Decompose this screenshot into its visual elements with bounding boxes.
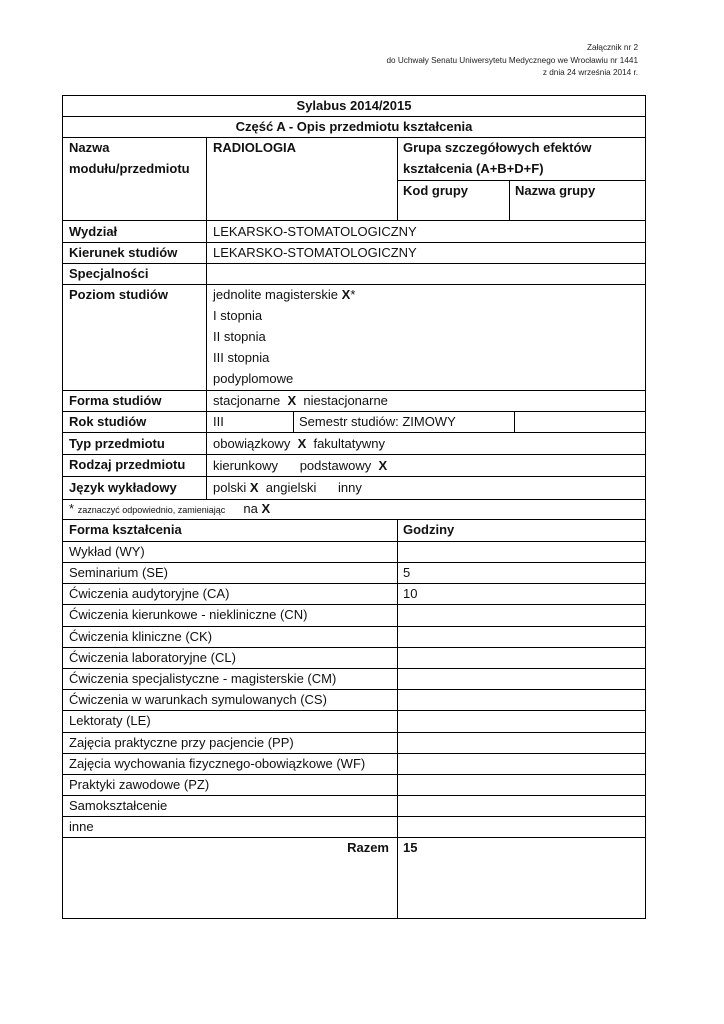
direction-value: LEKARSKO-STOMATOLOGICZNY bbox=[213, 245, 417, 260]
language-options: polski X angielski inny bbox=[213, 480, 362, 495]
table-row-name: inne bbox=[69, 819, 94, 834]
language-label: Język wykładowy bbox=[69, 480, 177, 495]
check-mark: X bbox=[261, 501, 271, 516]
module-label: Nazwa bbox=[69, 140, 110, 155]
level-option-postgraduate: podyplomowe bbox=[213, 371, 294, 386]
table-row-name: Ćwiczenia w warunkach symulowanych (CS) bbox=[69, 692, 327, 707]
form-label: Forma studiów bbox=[69, 393, 162, 408]
direction-label: Kierunek studiów bbox=[69, 245, 178, 260]
faculty-value: LEKARSKO-STOMATOLOGICZNY bbox=[213, 224, 417, 239]
table-row-name: Seminarium (SE) bbox=[69, 565, 168, 580]
table-row-name: Ćwiczenia kliniczne (CK) bbox=[69, 629, 213, 644]
group-name-label: Nazwa grupy bbox=[515, 183, 596, 198]
module-name: RADIOLOGIA bbox=[213, 140, 297, 155]
table-row-name: Ćwiczenia specjalistyczne - magisterskie (CM) bbox=[69, 671, 337, 686]
attachment-number: Załącznik nr 2 bbox=[587, 43, 638, 52]
level-option-second: II stopnia bbox=[213, 329, 266, 344]
level-label: Poziom studiów bbox=[69, 287, 168, 302]
hours-header: Godziny bbox=[403, 522, 455, 537]
check-mark: X bbox=[297, 436, 307, 451]
table-row-name: Zajęcia praktyczne przy pacjencie (PP) bbox=[69, 735, 294, 750]
table-row-name: Lektoraty (LE) bbox=[69, 713, 151, 728]
group-label: Grupa szczegółowych efektów bbox=[403, 140, 592, 155]
specialties-label: Specjalności bbox=[69, 266, 149, 281]
form-of-education-header: Forma kształcenia bbox=[69, 522, 182, 537]
syllabus-subtitle: Część A - Opis przedmiotu kształcenia bbox=[235, 119, 473, 134]
syllabus-title: Sylabus 2014/2015 bbox=[296, 98, 412, 113]
kind-label: Rodzaj przedmiotu bbox=[69, 457, 186, 472]
level-option-third: III stopnia bbox=[213, 350, 270, 365]
marking-note: * zaznaczyć odpowiednio, zamieniając na X bbox=[69, 501, 271, 516]
faculty-label: Wydział bbox=[69, 224, 118, 239]
form-options: stacjonarne X niestacjonarne bbox=[213, 393, 388, 408]
resolution-date: z dnia 24 września 2014 r. bbox=[542, 68, 638, 77]
level-option-first: I stopnia bbox=[213, 308, 263, 323]
resolution-reference: do Uchwały Senatu Uniwersytetu Medycznego we Wrocławiu nr 1441 bbox=[386, 55, 638, 65]
table-row-name: Ćwiczenia kierunkowe - niekliniczne (CN) bbox=[69, 607, 308, 622]
total-label: Razem bbox=[347, 840, 389, 855]
group-label-cont: kształcenia (A+B+D+F) bbox=[403, 161, 544, 176]
table-row-hours: 5 bbox=[403, 565, 411, 580]
check-mark: X bbox=[341, 287, 351, 302]
kind-options: kierunkowy podstawowy X bbox=[213, 458, 388, 473]
table-row-name: Ćwiczenia audytoryjne (CA) bbox=[69, 586, 230, 601]
total-value: 15 bbox=[403, 840, 418, 855]
table-row-name: Ćwiczenia laboratoryjne (CL) bbox=[69, 650, 236, 665]
table-row-name: Samokształcenie bbox=[69, 798, 168, 813]
year-value: III bbox=[213, 414, 224, 429]
check-mark: X bbox=[249, 480, 259, 495]
semester-value: Semestr studiów: ZIMOWY bbox=[299, 414, 456, 429]
module-label-cont: modułu/przedmiotu bbox=[69, 161, 190, 176]
table-row-name: Praktyki zawodowe (PZ) bbox=[69, 777, 210, 792]
check-mark: X bbox=[378, 458, 388, 473]
table-row-name: Wykład (WY) bbox=[69, 544, 145, 559]
type-label: Typ przedmiotu bbox=[69, 436, 165, 451]
document-header bbox=[386, 42, 638, 80]
group-code-label: Kod grupy bbox=[403, 183, 468, 198]
level-option-unified-masters: jednolite magisterskie X* bbox=[213, 287, 356, 302]
syllabus-table bbox=[62, 95, 646, 919]
table-row-name: Zajęcia wychowania fizycznego-obowiązkowe (WF) bbox=[69, 756, 366, 771]
year-label: Rok studiów bbox=[69, 414, 147, 429]
check-mark: X bbox=[287, 393, 297, 408]
type-options: obowiązkowy X fakultatywny bbox=[213, 436, 386, 451]
table-row-hours: 10 bbox=[403, 586, 418, 601]
